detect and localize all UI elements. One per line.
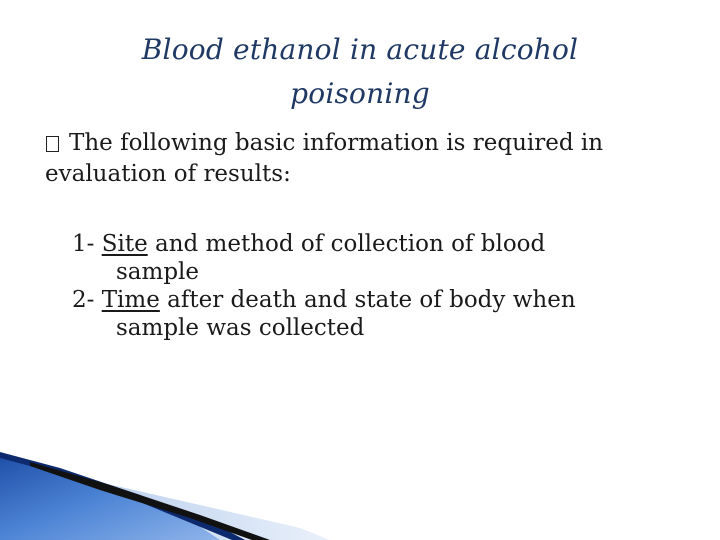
item-text: and method of collection of blood bbox=[147, 231, 546, 257]
item-text: after death and state of body when bbox=[159, 287, 576, 313]
square-bullet-icon bbox=[46, 136, 59, 152]
title-line-1: Blood ethanol in acute alcohol bbox=[141, 33, 579, 66]
bullet-line-1: The following basic information is required in bbox=[69, 130, 604, 156]
item-number: 1- bbox=[72, 231, 102, 257]
numbered-list bbox=[72, 230, 672, 342]
corner-black-stripe bbox=[30, 462, 270, 540]
corner-light-wave bbox=[0, 455, 330, 540]
corner-blue-wave bbox=[0, 455, 220, 540]
corner-dark-stripe bbox=[0, 452, 245, 540]
list-item bbox=[72, 286, 672, 342]
item-continuation: sample was collected bbox=[116, 315, 365, 341]
bullet-point bbox=[46, 128, 666, 190]
slide-title bbox=[60, 28, 660, 116]
bullet-line-2: evaluation of results: bbox=[45, 161, 291, 187]
item-keyword: Site bbox=[101, 231, 148, 257]
item-continuation: sample bbox=[116, 259, 200, 285]
bullet-text bbox=[45, 128, 604, 190]
list-item bbox=[72, 230, 672, 286]
item-number: 2- bbox=[72, 287, 102, 313]
item-keyword: Time bbox=[101, 287, 160, 313]
title-line-2: poisoning bbox=[290, 77, 430, 110]
